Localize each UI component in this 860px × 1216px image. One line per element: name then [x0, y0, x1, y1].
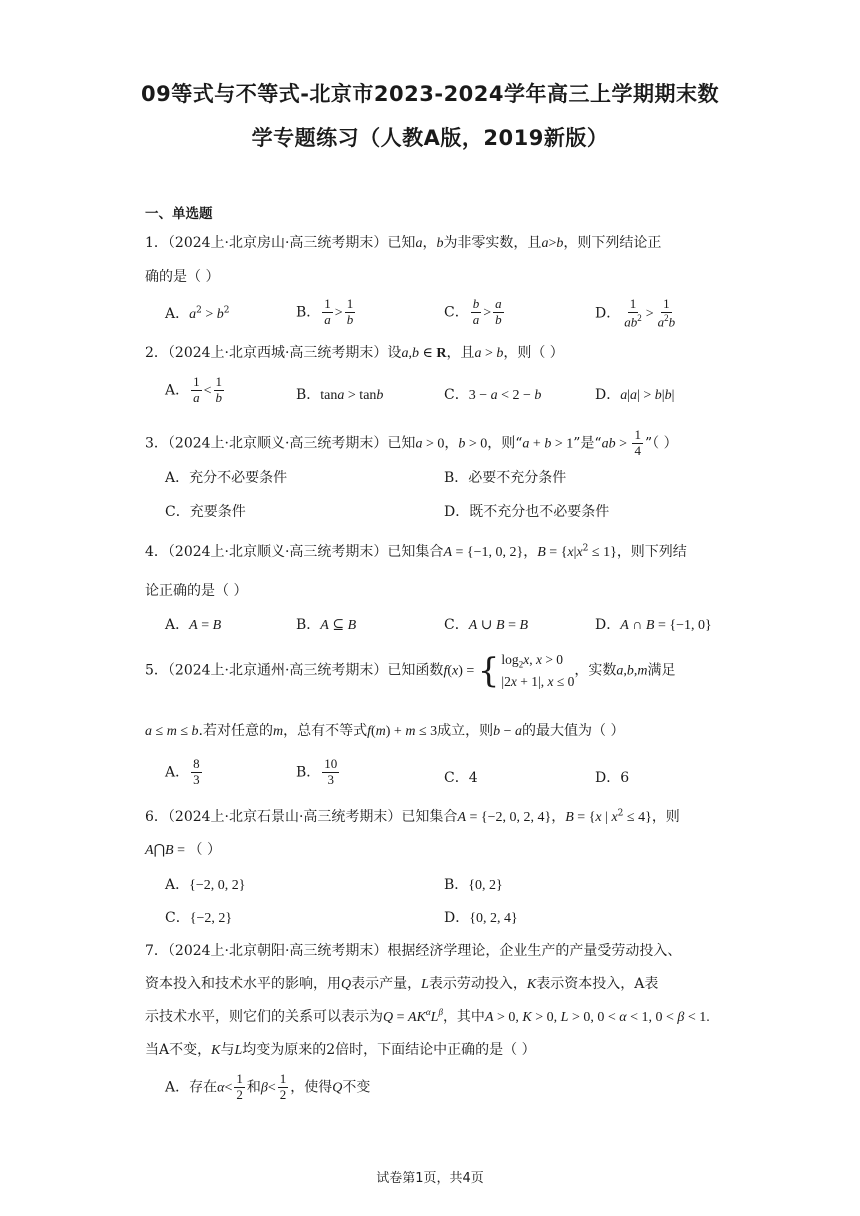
- question-1-stem-cont: 确的是（ ）: [145, 269, 220, 285]
- question-4-option-b[interactable]: B．A ⊆ B: [296, 617, 357, 633]
- question-4-option-c[interactable]: C．A ∪ B = B: [444, 617, 529, 633]
- question-3-option-b[interactable]: B．必要不充分条件: [444, 470, 567, 486]
- question-5-stem: 5．（2024上·北京通州·高三统考期末）已知函数f(x) = { $\log_2x$, x > 0 |2x + 1|, x ≤ 0 ，实数a,b,m满足: [145, 650, 676, 691]
- question-5-option-c[interactable]: C．4: [444, 770, 478, 786]
- section-heading: 一、单选题: [145, 206, 213, 222]
- question-7-stem-line-2: 资本投入和技术水平的影响，用Q表示产量，L表示劳动投入，K表示资本投入，A表: [145, 976, 659, 992]
- question-7-option-a[interactable]: A．存在α< $\frac{1}{2}$ 和β< $\frac{1}{2}$ ，使得Q不变: [165, 1071, 371, 1102]
- question-4-option-d[interactable]: D．A ∩ B = {−1, 0}: [595, 617, 712, 633]
- question-6-option-a[interactable]: A．{−2, 0, 2}: [165, 877, 246, 893]
- question-5-stem-cont: a ≤ m ≤ b.若对任意的m，总有不等式f(m) + m ≤ 3成立，则b − a的最大值为（ ）: [145, 723, 625, 739]
- question-6-option-b[interactable]: B．{0, 2}: [444, 877, 503, 893]
- question-2-option-a[interactable]: A． $\frac{1}{a}$ < $\frac{1}{b}$: [165, 374, 223, 405]
- question-2-option-b[interactable]: B．tana > tanb: [296, 387, 384, 403]
- question-7-stem-line-3: 示技术水平，则它们的关系可以表示为$Q = AK^\alpha L^\beta$，其中A > 0, K > 0, L > 0, 0 < α < 1, 0 < β < 1.: [145, 1007, 710, 1025]
- question-6-stem: 6．（2024上·北京石景山·高三统考期末）已知集合A = {−2, 0, 2, 4}，B = {x | $x^2 \le 4$}，则: [145, 808, 680, 825]
- question-7-stem-line-4: 当A不变，K与L均变为原来的2倍时，下面结论中正确的是（ ）: [145, 1042, 536, 1058]
- question-4-option-a[interactable]: A．A = B: [165, 617, 222, 633]
- question-2-stem: 2．（2024上·北京西城·高三统考期末）设a,b ∈ R，且a > b，则（ ）: [145, 345, 564, 361]
- question-3-option-d[interactable]: D．既不充分也不必要条件: [444, 504, 610, 520]
- question-5-option-d[interactable]: D．6: [595, 770, 630, 786]
- question-6-option-d[interactable]: D．{0, 2, 4}: [444, 910, 518, 926]
- question-1-option-b[interactable]: B． $\frac{1}{a}$ > $\frac{1}{b}$: [296, 296, 354, 327]
- question-1-stem: 1．（2024上·北京房山·高三统考期末）已知a，b为非零实数，且a>b，则下列结论正: [145, 235, 662, 251]
- question-3-option-a[interactable]: A．充分不必要条件: [165, 470, 288, 486]
- question-1-option-a[interactable]: A．$a^2 > b^2$: [165, 305, 230, 322]
- question-1-option-c[interactable]: C． $\frac{b}{a}$ > $\frac{a}{b}$: [444, 296, 502, 327]
- question-7-stem: 7．（2024上·北京朝阳·高三统考期末）根据经济学理论，企业生产的产量受劳动投入、: [145, 943, 682, 959]
- question-2-option-c[interactable]: C．3 − a < 2 − b: [444, 387, 542, 403]
- question-3-option-c[interactable]: C．充要条件: [165, 504, 246, 520]
- question-5-option-b[interactable]: B． $\frac{10}{3}$: [296, 756, 338, 787]
- question-2-option-d[interactable]: D．a|a| > b|b|: [595, 387, 675, 403]
- question-4-stem-cont: 论正确的是（ ）: [145, 583, 248, 599]
- page-footer: 试卷第1页，共4页: [376, 1171, 484, 1186]
- question-6-option-c[interactable]: C．{−2, 2}: [165, 910, 233, 926]
- question-5-option-a[interactable]: A． $\frac{8}{3}$: [165, 756, 200, 787]
- question-6-stem-cont: A⋂B = （ ）: [145, 842, 221, 858]
- document-title-line-1: 09等式与不等式-北京市2023-2024学年高三上学期期末数: [140, 82, 720, 106]
- document-title-line-2: 学专题练习（人教A版，2019新版）: [251, 126, 609, 150]
- question-3-stem: 3．（2024上·北京顺义·高三统考期末）已知a > 0，b > 0，则“a + b > 1”是“ab > $\frac{1}{4}$ ”（ ）: [145, 427, 678, 458]
- question-4-stem: 4．（2024上·北京顺义·高三统考期末）已知集合A = {−1, 0, 2}，$B = \{x|x^2 \le 1\}$，则下列结: [145, 543, 687, 560]
- question-1-option-d[interactable]: D． $\frac{1}{ab^2}$ > $\frac{1}{a^2b}$: [595, 296, 676, 330]
